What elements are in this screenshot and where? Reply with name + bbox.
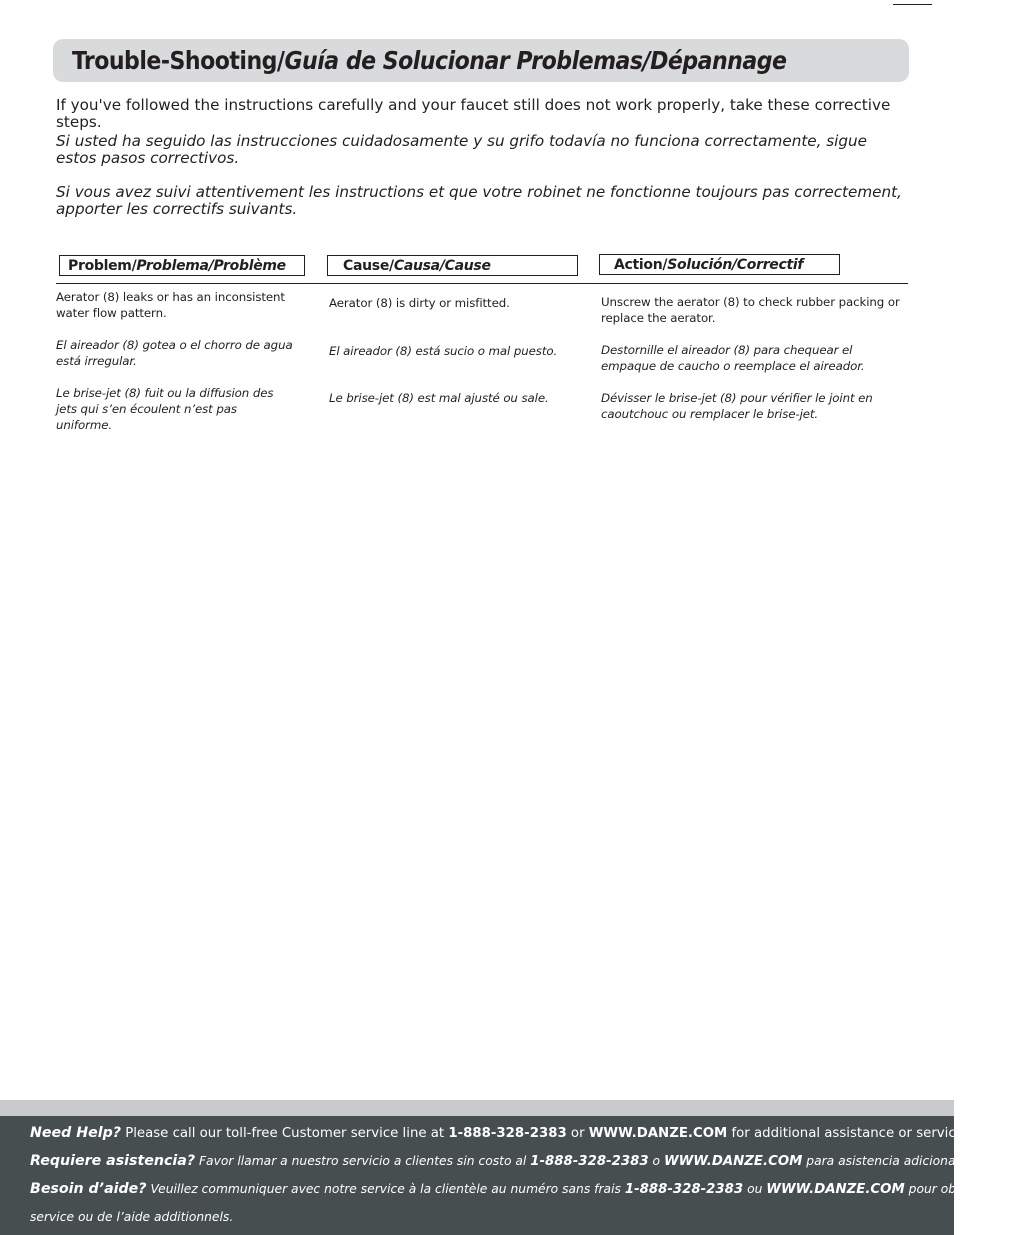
header-problem-other: Problema/Problème	[136, 258, 286, 274]
header-action-other: Solución/Correctif	[667, 257, 804, 273]
website-link[interactable]: WWW.DANZE.COM	[766, 1182, 905, 1197]
footer-english	[30, 1124, 968, 1143]
footer-text: Veuillez communiquer avec notre service à la clientèle au numéro sans frais	[146, 1182, 625, 1196]
website-link[interactable]: WWW.DANZE.COM	[663, 1154, 803, 1169]
footer-strip	[0, 1100, 954, 1116]
footer-french-continued	[30, 1208, 233, 1226]
title-spanish-french: Guía de Solucionar Problemas/Dépannage	[284, 46, 787, 75]
page-title	[72, 46, 786, 75]
need-help-label: Besoin d’aide?	[30, 1181, 147, 1197]
intro-english: If you've followed the instructions carefully and your faucet still does not work properly, take these corrective steps.	[56, 96, 891, 131]
website-link[interactable]: WWW.DANZE.COM	[588, 1126, 728, 1141]
header-action-en: Action/	[614, 257, 668, 273]
intro-spanish: Si usted ha seguido las instrucciones cuidadosamente y su grifo todavía no funciona correctamente, sigue estos pasos correctivos.	[56, 132, 868, 167]
header-problem-en: Problem/	[68, 258, 137, 274]
footer-text: o	[648, 1154, 664, 1168]
footer-french	[30, 1180, 1004, 1199]
corner-rule	[893, 4, 932, 5]
cell-cause: El aireador (8) está sucio o mal puesto.	[329, 344, 558, 358]
title-english: Trouble-Shooting/	[72, 46, 285, 75]
footer-text: para asistencia adicional o servicio.	[802, 1154, 1026, 1168]
footer-spanish	[30, 1152, 1026, 1171]
table-rule	[56, 283, 908, 284]
header-cause-other: Causa/Cause	[393, 258, 491, 274]
need-help-label: Requiere asistencia?	[30, 1153, 196, 1169]
intro-french: Si vous avez suivi attentivement les instructions et que votre robinet ne fonctionne toujours pas correctement, apporter les correctifs suivants.	[56, 183, 902, 218]
footer-text: or	[566, 1126, 589, 1141]
header-problem	[59, 255, 305, 276]
cell-problem: El aireador (8) gotea o el chorro de agua está irregular.	[56, 338, 293, 368]
footer-text: Favor llamar a nuestro servicio a clientes sin costo al	[195, 1154, 531, 1168]
phone-number[interactable]: 1-888-328-2383	[448, 1126, 567, 1141]
cell-cause: Aerator (8) is dirty or misfitted.	[329, 296, 510, 310]
cell-action: Destornille el aireador (8) para chequear el empaque de caucho o reemplace el aireador.	[601, 343, 865, 373]
footer-text: Please call our toll-free Customer service line at	[120, 1126, 449, 1141]
phone-number[interactable]: 1-888-328-2383	[624, 1182, 744, 1197]
cell-cause: Le brise-jet (8) est mal ajusté ou sale.	[329, 391, 549, 405]
cell-problem: Le brise-jet (8) fuit ou la diffusion des jets qui s’en écoulent n’est pas uniforme.	[56, 386, 274, 432]
footer-text: pour obtenir du	[904, 1182, 1005, 1196]
cell-problem: Aerator (8) leaks or has an inconsistent water flow pattern.	[56, 290, 285, 320]
footer-text: for additional assistance or service.	[727, 1126, 969, 1141]
footer-text: ou	[743, 1182, 767, 1196]
header-cause	[327, 255, 578, 276]
cell-action: Dévisser le brise-jet (8) pour vérifier le joint en caoutchouc ou remplacer le brise-jet.	[601, 391, 873, 421]
title-banner	[53, 39, 909, 82]
header-cause-en: Cause/	[343, 258, 394, 274]
need-help-label: Need Help?	[30, 1125, 121, 1141]
cell-action: Unscrew the aerator (8) to check rubber packing or replace the aerator.	[601, 295, 900, 325]
phone-number[interactable]: 1-888-328-2383	[530, 1154, 649, 1169]
help-footer	[0, 1116, 1026, 1235]
header-action	[599, 254, 840, 275]
footer-text: service ou de l’aide additionnels.	[30, 1210, 234, 1224]
